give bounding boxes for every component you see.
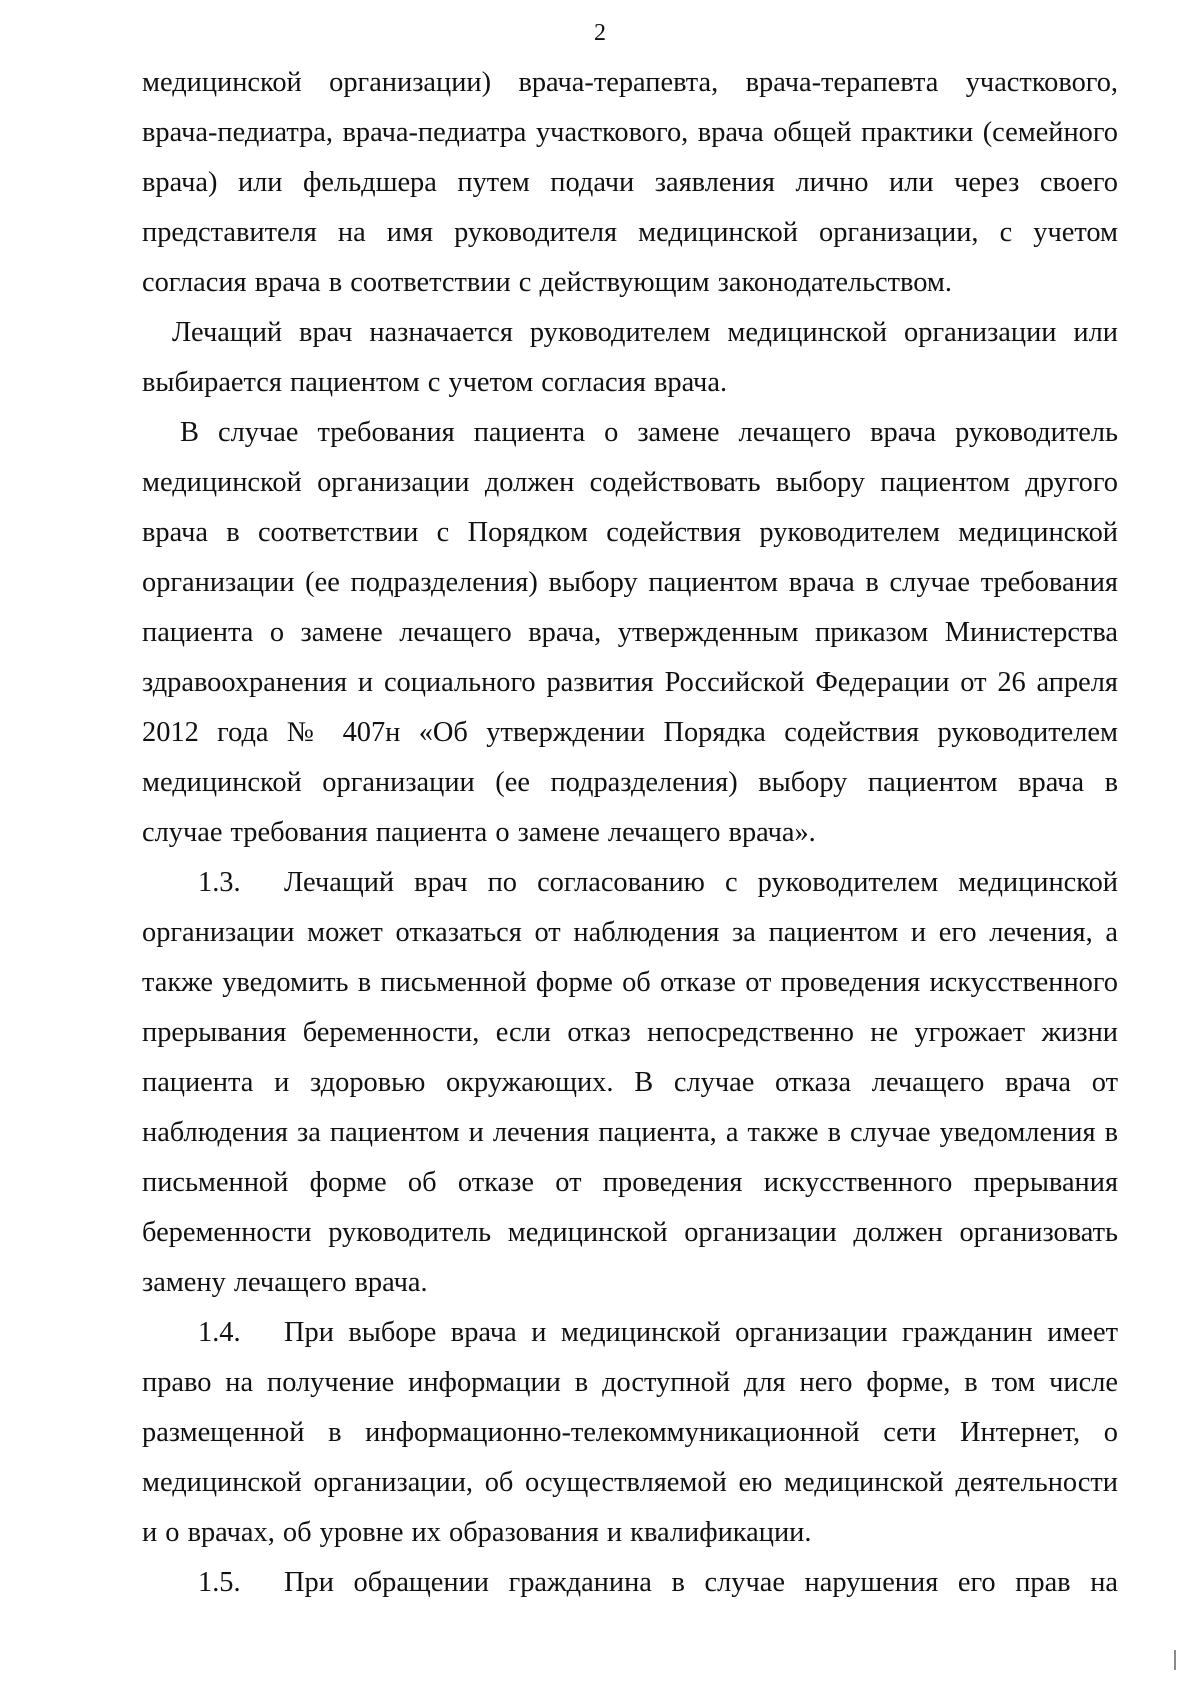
- paragraph-continuation: медицинской организации) врача-терапевта, врача-терапевта участкового, врача-педиатра, врача-педиатра участкового, врача общей практики (семейного врача) или фельдшера путем подачи заявления лично или через своего представителя на имя руководителя медицинской организации, с учетом согласия врача в соответствии с действующим законодательством.: [142, 67, 1118, 298]
- document-body: [142, 58, 1118, 1608]
- paragraph-replacement-request: В случае требования пациента о замене лечащего врача руководитель медицинской организации должен содействовать выбору пациентом другого врача в соответствии с Порядком содействия руководителем медицинской организации (ее подразделения) выбору пациентом врача в случае требования пациента о замене лечащего врача, утвержденным приказом Министерства здравоохранения и социального развития Российской Федерации от 26 апреля 2012 года № 407н «Об утверждении Порядка содействия руководителем медицинской организации (ее подразделения) выбору пациентом врача в случае требования пациента о замене лечащего врача».: [142, 417, 1118, 848]
- clause-number: 1.3.: [198, 867, 241, 898]
- scan-edge-mark: [1174, 1650, 1176, 1670]
- clause-1-3: [142, 858, 1118, 1308]
- clause-text: При выборе врача и медицинской организации гражданин имеет право на получение информации в доступной для него форме, в том числе размещенной в информационно-телекоммуникационной сети Интернет, о медицинской организации, об осуществляемой ею медицинской деятельности и о врачах, об уровне их образования и квалификации.: [142, 1317, 1118, 1548]
- clause-number: 1.5.: [198, 1567, 241, 1598]
- clause-1-4: [142, 1308, 1118, 1558]
- clause-number: 1.4.: [198, 1317, 241, 1348]
- clause-text: Лечащий врач по согласованию с руководителем медицинской организации может отказаться от наблюдения за пациентом и его лечения, а также уведомить в письменной форме об отказе от проведения искусственного прерывания беременности, если отказ непосредственно не угрожает жизни пациента и здоровью окружающих. В случае отказа лечащего врача от наблюдения за пациентом и лечения пациента, а также в случае уведомления в письменной форме об отказе от проведения искусственного прерывания беременности руководитель медицинской организации должен организовать замену лечащего врача.: [142, 867, 1118, 1298]
- clause-1-5: [142, 1558, 1118, 1608]
- paragraph-attending-physician: Лечащий врач назначается руководителем медицинской организации или выбирается пациентом с учетом согласия врача.: [142, 317, 1118, 398]
- page-number: 2: [594, 20, 606, 46]
- clause-text: При обращении гражданина в случае нарушения его прав на: [284, 1567, 1118, 1598]
